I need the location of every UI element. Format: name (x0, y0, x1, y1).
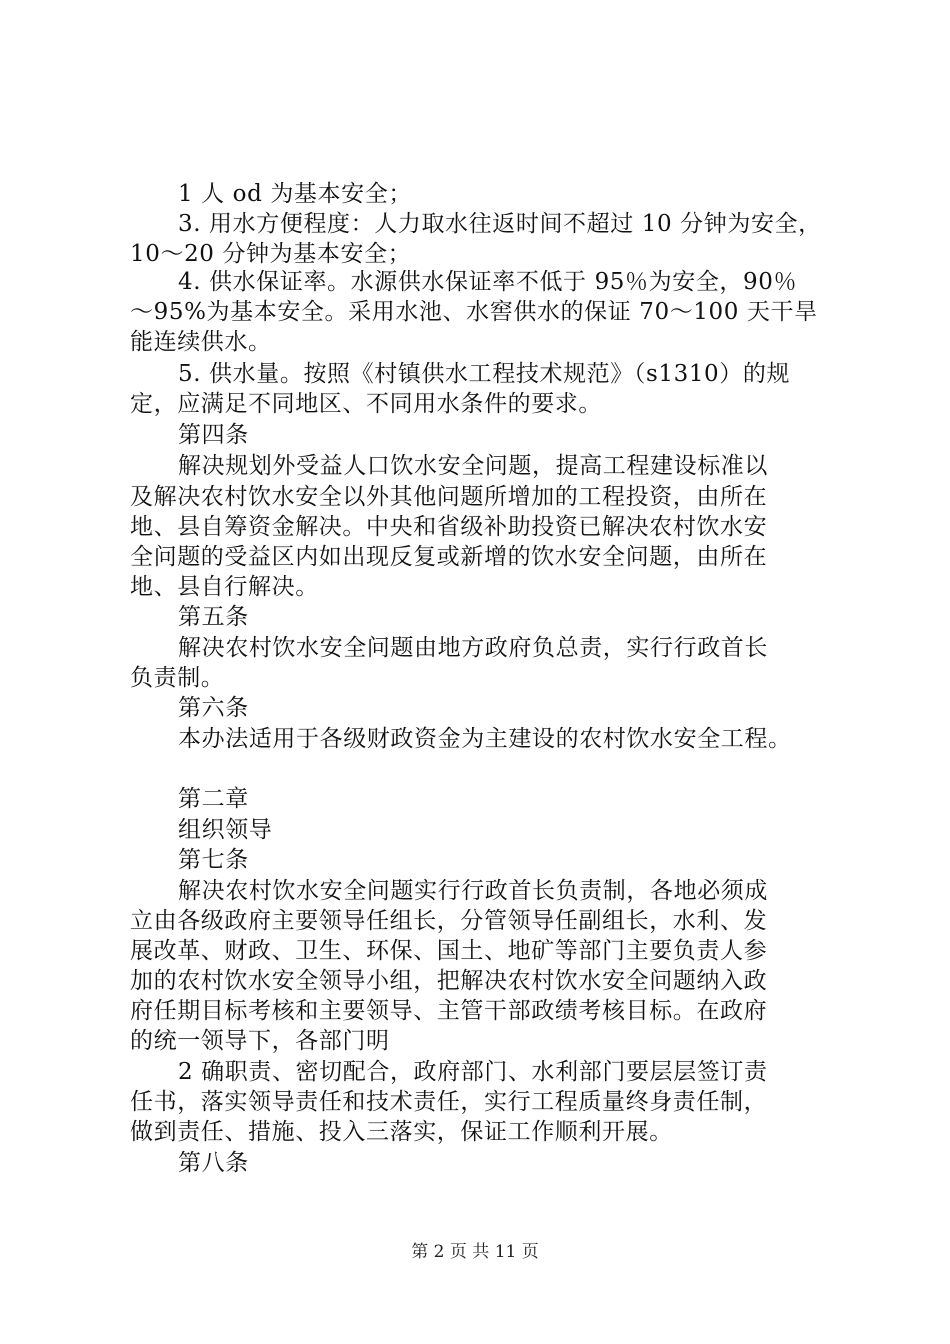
text-line: 本办法适用于各级财政资金为主建设的农村饮水安全工程。 (178, 726, 792, 752)
article-heading: 第六条 (178, 695, 249, 721)
text-line: 的统一领导下，各部门明 (130, 1028, 390, 1054)
text-line: 10～20 分钟为基本安全； (130, 241, 412, 267)
text-line: 全问题的受益区内如出现反复或新增的饮水安全问题，由所在 (130, 544, 768, 570)
text-line: 地、县自筹资金解决。中央和省级补助投资已解决农村饮水安 (130, 514, 768, 540)
text-line: 地、县自行解决。 (130, 574, 319, 600)
text-line: 能连续供水。 (130, 329, 272, 355)
text-line: 立由各级政府主要领导任组长，分管领导任副组长，水利、发 (130, 908, 768, 934)
text-line: 解决农村饮水安全问题由地方政府负总责，实行行政首长 (178, 635, 768, 661)
text-line: 任书，落实领导责任和技术责任，实行工程质量终身责任制， (130, 1089, 768, 1115)
article-heading: 第七条 (178, 847, 249, 873)
article-heading: 第四条 (178, 422, 249, 448)
text-line: 展改革、财政、卫生、环保、国土、地矿等部门主要负责人参 (130, 938, 768, 964)
text-line: 2 确职责、密切配合，政府部门、水利部门要层层签订责 (178, 1059, 768, 1085)
text-line: 4. 供水保证率。水源供水保证率不低于 95％为安全，90％ (178, 269, 798, 295)
text-line: 1 人 od 为基本安全； (178, 181, 412, 207)
text-line: 负责制。 (130, 665, 225, 691)
article-heading: 第八条 (178, 1150, 249, 1176)
page-number-footer: 第 2 页 共 11 页 (411, 1242, 539, 1262)
text-line: 府任期目标考核和主要领导、主管干部政绩考核目标。在政府 (130, 998, 768, 1024)
text-line: 做到责任、措施、投入三落实，保证工作顺利开展。 (130, 1119, 673, 1145)
article-heading: 第五条 (178, 604, 249, 630)
text-line: 解决农村饮水安全问题实行行政首长负责制，各地必须成 (178, 878, 768, 904)
text-line: 及解决农村饮水安全以外其他问题所增加的工程投资，由所在 (130, 484, 768, 510)
text-line: 解决规划外受益人口饮水安全问题，提高工程建设标准以 (178, 453, 768, 479)
chapter-title: 组织领导 (178, 817, 273, 843)
text-line: 加的农村饮水安全领导小组，把解决农村饮水安全问题纳入政 (130, 968, 768, 994)
text-line: 定，应满足不同地区、不同用水条件的要求。 (130, 391, 602, 417)
chapter-heading: 第二章 (178, 786, 249, 812)
text-line: ～95%为基本安全。采用水池、水窖供水的保证 70～100 天干旱 (130, 299, 818, 325)
text-line: 5. 供水量。按照《村镇供水工程技术规范》（s1310）的规 (178, 361, 791, 387)
text-line: 3. 用水方便程度：人力取水往返时间不超过 10 分钟为安全， (178, 211, 822, 237)
